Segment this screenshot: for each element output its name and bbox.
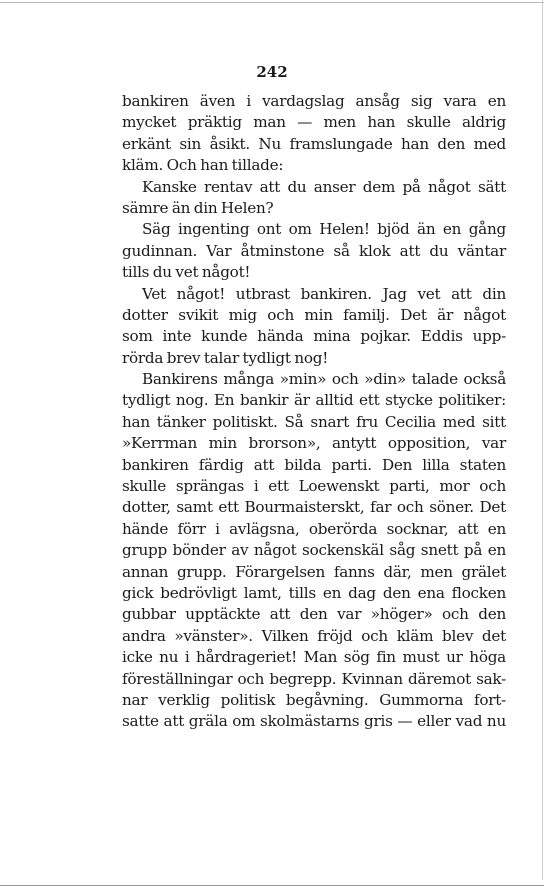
text-line: gubbar upptäckte att den var »höger» och den (122, 605, 506, 624)
text-line: erkänt sin åsikt. Nu framslungade han den med (122, 134, 506, 153)
text-line: hände förr i avlägsna, oberörda socknar, att en (122, 519, 506, 538)
text-line: grupp bönder av något sockenskäl såg snett på en (122, 541, 506, 560)
body-text (122, 91, 506, 733)
text-line: som inte kunde hända mina pojkar. Eddis upp- (122, 327, 506, 346)
text-line: han tänker politiskt. Så snart fru Cecilia med sitt (122, 412, 506, 431)
text-line: rörda brev talar tydligt nog! (122, 348, 329, 367)
text-line: bankiren färdig att bilda parti. Den lilla staten (122, 455, 506, 474)
text-line: Säg ingenting ont om Helen! bjöd än en gång (142, 220, 506, 239)
scan-right-edge (542, 0, 543, 880)
text-line: Vet något! utbrast bankiren. Jag vet att din (142, 284, 506, 303)
text-line: nar verklig politisk begåvning. Gummorna fort- (122, 690, 506, 709)
text-line: satte att gräla om skolmästarns gris — eller vad nu (122, 712, 506, 731)
text-line: »Kerrman min brorson», antytt opposition, var (122, 434, 506, 453)
text-line: kläm. Och han tillade: (122, 156, 284, 175)
text-line: gudinnan. Var åtminstone så klok att du väntar (122, 241, 506, 260)
text-line: föreställningar och begrepp. Kvinnan däremot sak- (122, 669, 506, 688)
text-line: Bankirens många »min» och »din» talade också (142, 370, 506, 389)
page-number: 242 (256, 63, 288, 81)
text-line: Kanske rentav att du anser dem på något sätt (142, 177, 506, 196)
scan-bottom-edge (0, 885, 544, 886)
scan-top-edge (0, 2, 544, 3)
text-line: gick bedrövligt lamt, tills en dag den ena flocken (122, 583, 506, 602)
text-line: annan grupp. Förargelsen fanns där, men grälet (122, 562, 506, 581)
text-line: sämre än din Helen? (122, 198, 274, 217)
text-line: andra »vänster». Vilken fröjd och kläm blev det (122, 626, 506, 645)
text-line: dotter, samt ett Bourmaisterskt, far och söner. Det (122, 498, 506, 517)
text-line: tydligt nog. En bankir är alltid ett stycke politiker: (122, 391, 506, 410)
text-line: bankiren även i vardagslag ansåg sig vara en (122, 92, 506, 110)
text-line: tills du vet något! (122, 263, 251, 282)
text-line: icke nu i hårdrageriet! Man sög fin must ur höga (122, 648, 506, 667)
text-line: dotter svikit mig och min familj. Det är något (122, 305, 506, 324)
text-line: skulle sprängas i ett Loewenskt parti, mor och (122, 477, 506, 496)
text-line: mycket präktig man — men han skulle aldrig (122, 113, 506, 132)
